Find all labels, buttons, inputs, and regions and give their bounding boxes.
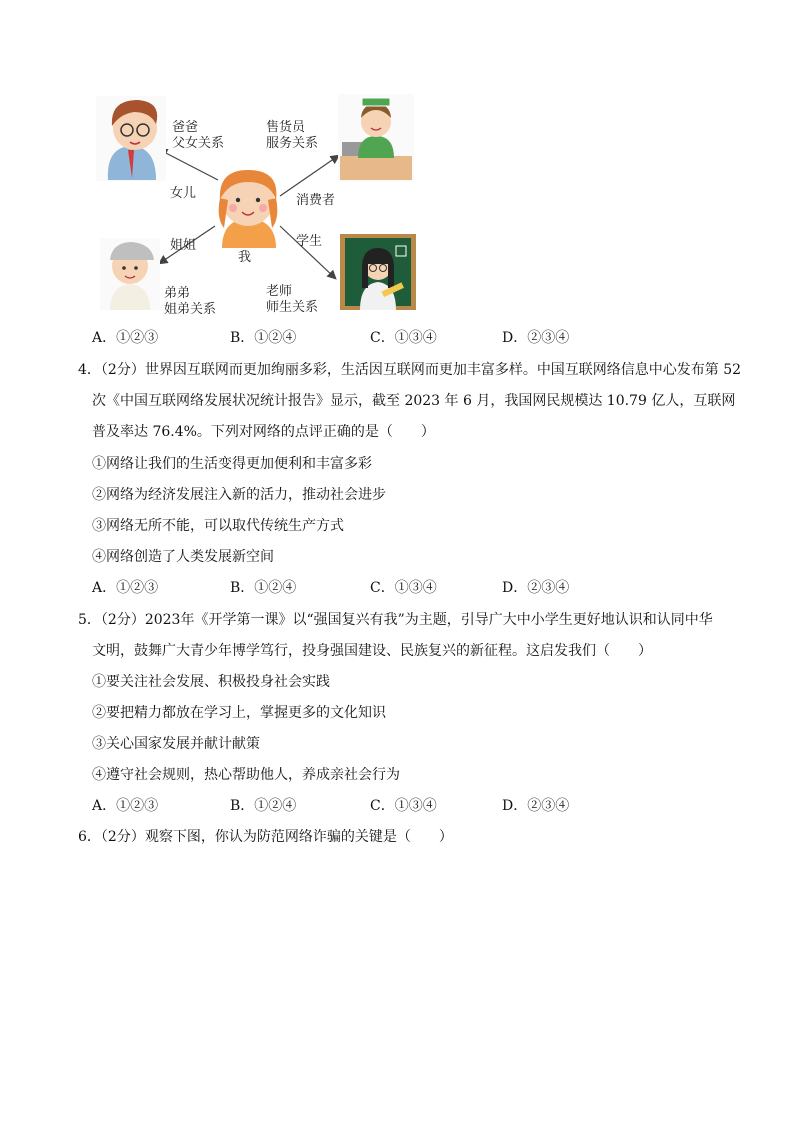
q4-item-1: ①网络让我们的生活变得更加便利和丰富多彩 (92, 456, 372, 472)
label-consumer: 消费者 (296, 193, 336, 208)
relationship-illustration (90, 88, 420, 313)
q4-option-a: A．①②③ (92, 580, 159, 596)
clerk-cartoon (338, 94, 414, 182)
q5-option-d: D．②③④ (502, 798, 570, 814)
q3-option-c: C．①③④ (370, 330, 437, 346)
brother-cartoon (100, 238, 160, 310)
q5-item-1: ①要关注社会发展、积极投身社会实践 (92, 674, 330, 690)
arrow-to-clerk (280, 156, 338, 196)
label-teacher-relation: 师生关系 (266, 300, 319, 315)
label-daughter: 女儿 (170, 186, 197, 201)
q3-option-a: A．①②③ (92, 330, 159, 346)
label-brother-title: 弟弟 (164, 286, 191, 301)
q5-option-c: C．①③④ (370, 798, 437, 814)
q5-item-4: ④遵守社会规则，热心帮助他人，养成亲社会行为 (92, 767, 400, 783)
q6-line: 6．（2分）观察下图，你认为防范网络诈骗的关键是（ ） (78, 829, 453, 845)
q5-option-a: A．①②③ (92, 798, 159, 814)
q4-item-3: ③网络无所不能，可以取代传统生产方式 (92, 518, 344, 534)
q4-item-4: ④网络创造了人类发展新空间 (92, 549, 274, 565)
q3-option-b: B．①②④ (230, 330, 297, 346)
q5-line-1: 5．（2分）2023年《开学第一课》以“强国复兴有我”为主题，引导广大中小学生更好地认识和认同中华 (78, 612, 713, 628)
label-dad-title: 爸爸 (172, 120, 199, 135)
label-sister: 姐姐 (170, 238, 197, 253)
label-dad-relation: 父女关系 (172, 136, 225, 151)
label-clerk-title: 售货员 (266, 120, 306, 135)
girl-me-cartoon (219, 170, 278, 248)
q5-option-b: B．①②④ (230, 798, 297, 814)
q4-line-2: 次《中国互联网络发展状况统计报告》显示，截至 2023 年 6 月，我国网民规模达 10.79 亿人，互联网 (92, 393, 736, 409)
q5-line-2: 文明，鼓舞广大青少年博学笃行，投身强国建设、民族复兴的新征程。这启发我们（ ） (92, 643, 652, 659)
q4-line-3: 普及率达 76.4%。下列对网络的点评正确的是（ ） (92, 424, 435, 440)
label-student: 学生 (296, 234, 323, 249)
q5-item-3: ③关心国家发展并献计献策 (92, 736, 260, 752)
q3-option-d: D．②③④ (502, 330, 570, 346)
q4-item-2: ②网络为经济发展注入新的活力，推动社会进步 (92, 487, 386, 503)
q4-line-1: 4．（2分）世界因互联网而更加绚丽多彩，生活因互联网而更加丰富多样。中国互联网络信息中心发布第 52 (78, 362, 742, 378)
label-clerk-relation: 服务关系 (266, 136, 319, 151)
label-brother-relation: 姐弟关系 (164, 302, 217, 317)
dad-cartoon (96, 96, 166, 181)
relationship-figure (90, 88, 420, 317)
q4-option-b: B．①②④ (230, 580, 297, 596)
q4-option-d: D．②③④ (502, 580, 570, 596)
arrow-to-dad (160, 150, 218, 180)
teacher-cartoon (340, 234, 416, 310)
q5-item-2: ②要把精力都放在学习上，掌握更多的文化知识 (92, 705, 386, 721)
label-teacher-title: 老师 (266, 284, 293, 299)
label-me: 我 (238, 250, 252, 265)
q4-option-c: C．①③④ (370, 580, 437, 596)
